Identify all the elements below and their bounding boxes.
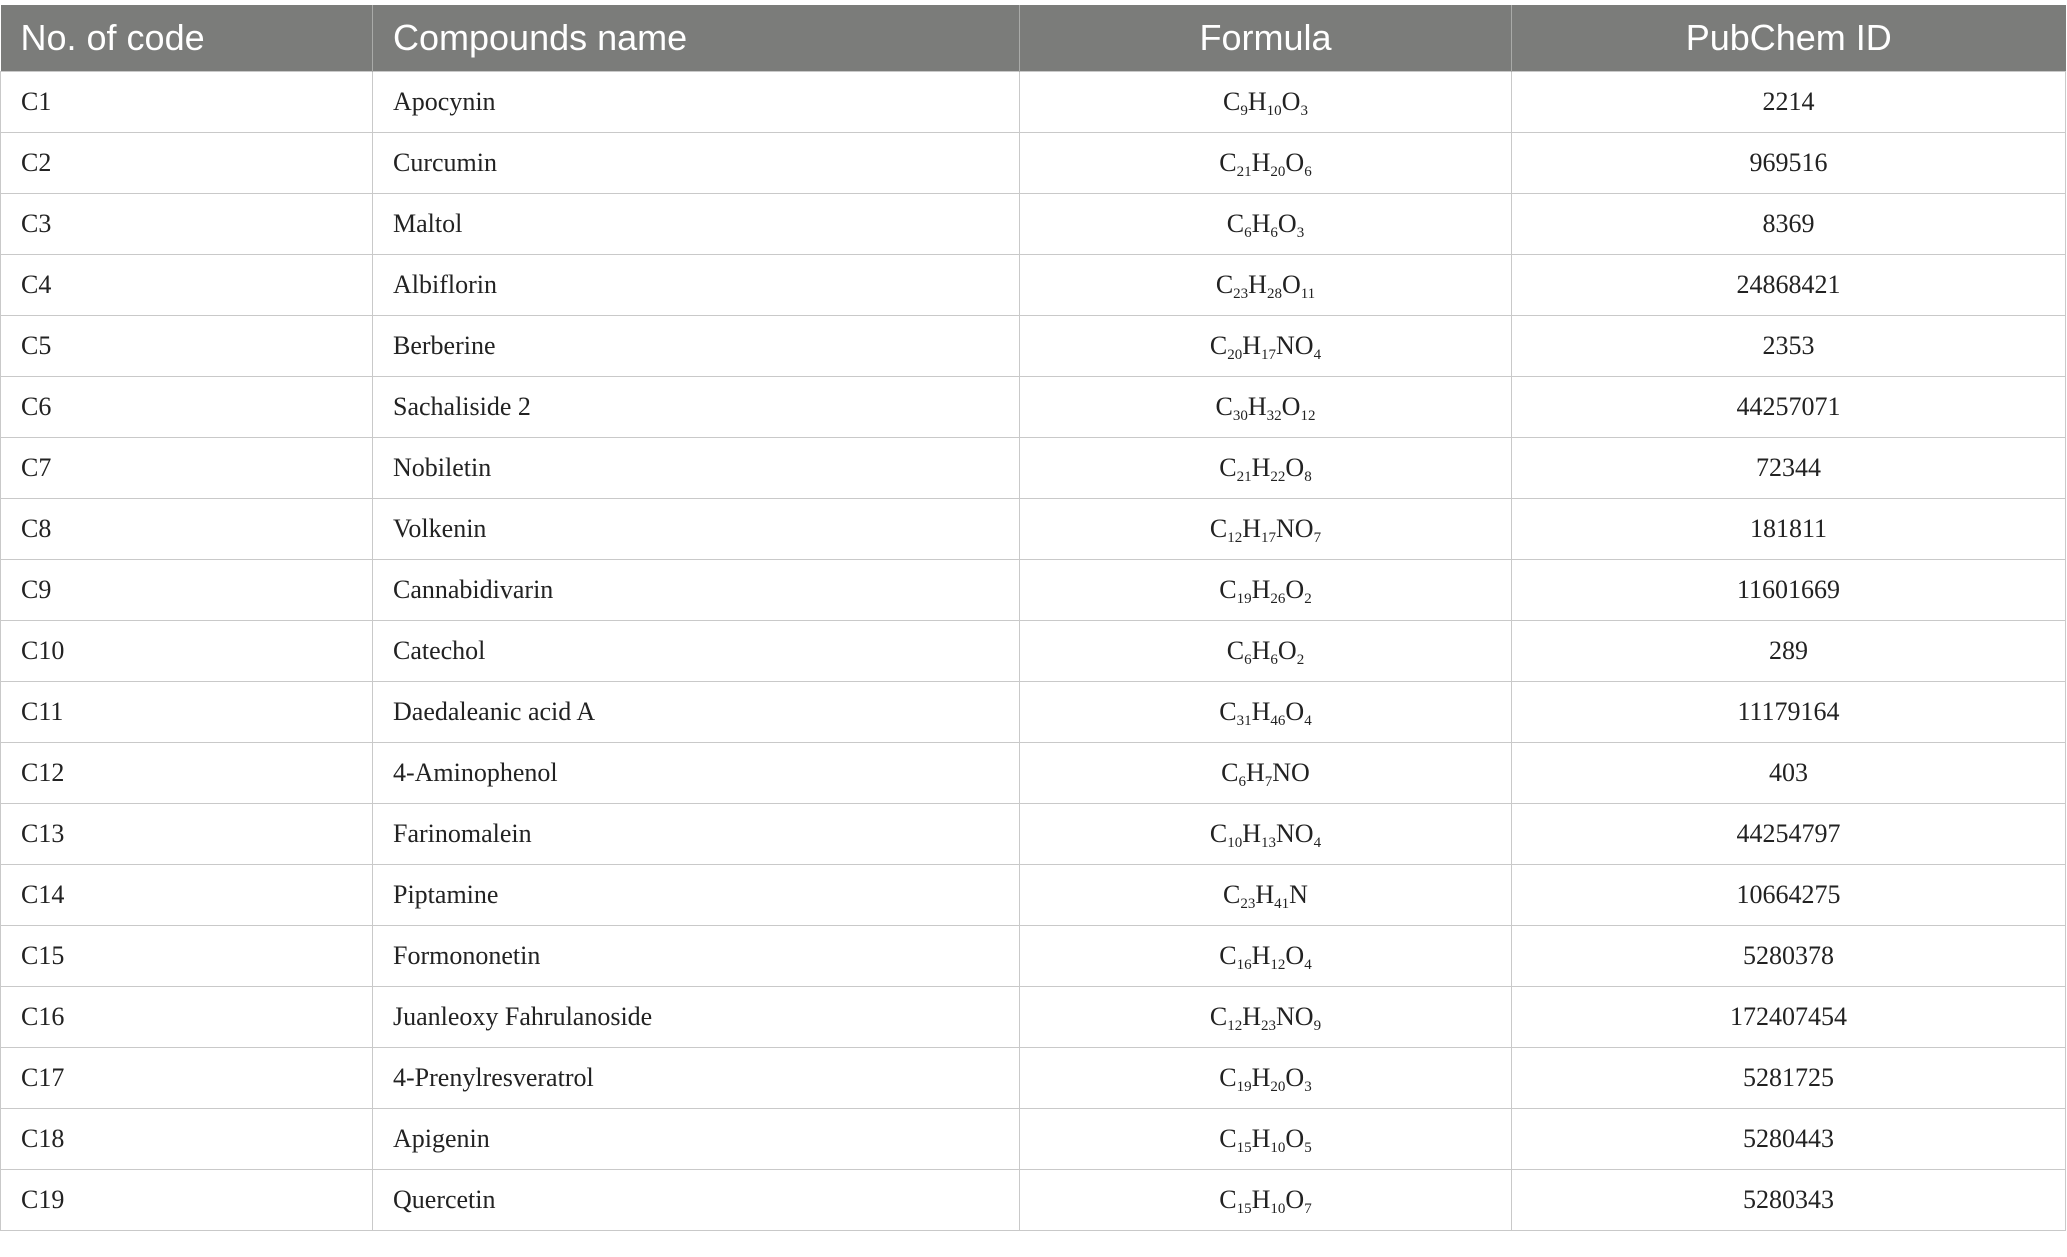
- cell-compound-name: Farinomalein: [373, 804, 1020, 865]
- cell-pubchem-id: 181811: [1512, 499, 2066, 560]
- formula-subscript: 7: [1304, 1201, 1312, 1217]
- formula-subscript: 31: [1236, 713, 1252, 729]
- cell-compound-name: Volkenin: [373, 499, 1020, 560]
- cell-formula: [1020, 133, 1512, 194]
- table-row: [1, 682, 2066, 743]
- formula-element: O: [1285, 453, 1305, 482]
- cell-formula: [1020, 682, 1512, 743]
- formula-subscript: 10: [1266, 103, 1282, 119]
- formula-subscript: 26: [1270, 591, 1286, 607]
- cell-formula: [1020, 1109, 1512, 1170]
- cell-code: C14: [1, 865, 373, 926]
- cell-formula: [1020, 316, 1512, 377]
- formula-subscript: 30: [1232, 408, 1248, 424]
- cell-formula: [1020, 743, 1512, 804]
- formula-subscript: 12: [1270, 957, 1286, 973]
- formula-element: C: [1219, 697, 1237, 726]
- table-row: [1, 743, 2066, 804]
- formula-element: H: [1251, 148, 1271, 177]
- formula-element: C: [1219, 1063, 1237, 1092]
- formula-element: H: [1251, 1185, 1271, 1214]
- formula-element: C: [1219, 941, 1237, 970]
- formula-subscript: 20: [1270, 1079, 1286, 1095]
- formula-subscript: 6: [1244, 652, 1252, 668]
- cell-pubchem-id: 24868421: [1512, 255, 2066, 316]
- formula-element: O: [1277, 209, 1297, 238]
- table-body: [1, 72, 2066, 1231]
- table-row: [1, 926, 2066, 987]
- cell-code: C13: [1, 804, 373, 865]
- cell-pubchem-id: 2353: [1512, 316, 2066, 377]
- table-row: [1, 865, 2066, 926]
- formula-subscript: 3: [1300, 103, 1308, 119]
- formula-element: H: [1251, 636, 1271, 665]
- formula-subscript: 22: [1270, 469, 1286, 485]
- formula-subscript: 17: [1261, 530, 1277, 546]
- formula-element: C: [1215, 270, 1234, 299]
- formula-subscript: 7: [1313, 530, 1322, 546]
- formula-element: H: [1251, 1063, 1271, 1092]
- formula-element: NO: [1276, 819, 1314, 848]
- formula-element: C: [1223, 880, 1241, 909]
- cell-compound-name: Sachaliside 2: [373, 377, 1020, 438]
- table-row: [1, 316, 2066, 377]
- cell-pubchem-id: 969516: [1512, 133, 2066, 194]
- cell-pubchem-id: 11601669: [1512, 560, 2066, 621]
- cell-code: C19: [1, 1170, 373, 1231]
- cell-compound-name: Catechol: [373, 621, 1020, 682]
- formula-element: NO: [1272, 758, 1310, 787]
- formula-element: H: [1246, 758, 1265, 787]
- formula-subscript: 23: [1261, 1018, 1277, 1034]
- formula-element: O: [1285, 575, 1305, 604]
- formula-element: H: [1251, 697, 1271, 726]
- formula-element: H: [1251, 209, 1271, 238]
- formula-subscript: 6: [1238, 774, 1246, 790]
- compounds-table-container: [0, 5, 2067, 1231]
- table-row: [1, 987, 2066, 1048]
- formula-element: C: [1219, 575, 1237, 604]
- formula-element: C: [1219, 453, 1237, 482]
- cell-pubchem-id: 44257071: [1512, 377, 2066, 438]
- formula-subscript: 19: [1236, 591, 1252, 607]
- cell-compound-name: Quercetin: [373, 1170, 1020, 1231]
- cell-compound-name: Nobiletin: [373, 438, 1020, 499]
- cell-code: C3: [1, 194, 373, 255]
- formula-subscript: 12: [1227, 1018, 1243, 1034]
- formula-subscript: 32: [1266, 408, 1282, 424]
- formula-subscript: 46: [1270, 713, 1286, 729]
- formula-subscript: 5: [1304, 1140, 1312, 1156]
- formula-element: C: [1226, 209, 1245, 238]
- cell-code: C8: [1, 499, 373, 560]
- cell-compound-name: Curcumin: [373, 133, 1020, 194]
- formula-subscript: 2: [1304, 591, 1312, 607]
- header-code: No. of code: [1, 5, 373, 72]
- formula-subscript: 41: [1274, 896, 1290, 912]
- cell-code: C12: [1, 743, 373, 804]
- cell-compound-name: Piptamine: [373, 865, 1020, 926]
- formula-element: O: [1281, 392, 1301, 421]
- cell-pubchem-id: 5280343: [1512, 1170, 2066, 1231]
- table-row: [1, 438, 2066, 499]
- cell-compound-name: Cannabidivarin: [373, 560, 1020, 621]
- formula-element: H: [1251, 1124, 1271, 1153]
- cell-compound-name: Apocynin: [373, 72, 1020, 133]
- formula-subscript: 23: [1240, 896, 1256, 912]
- formula-subscript: 4: [1304, 957, 1312, 973]
- formula-subscript: 13: [1261, 835, 1277, 851]
- formula-element: H: [1251, 575, 1271, 604]
- formula-element: C: [1215, 392, 1233, 421]
- formula-subscript: 10: [1270, 1201, 1286, 1217]
- table-row: [1, 133, 2066, 194]
- formula-element: H: [1251, 453, 1271, 482]
- formula-subscript: 20: [1227, 347, 1243, 363]
- table-row: [1, 560, 2066, 621]
- formula-element: O: [1281, 270, 1301, 299]
- formula-element: C: [1209, 331, 1228, 360]
- formula-element: C: [1219, 1185, 1237, 1214]
- formula-element: C: [1219, 1124, 1237, 1153]
- formula-subscript: 4: [1313, 835, 1322, 851]
- formula-element: H: [1251, 941, 1271, 970]
- formula-element: H: [1242, 514, 1262, 543]
- table-row: [1, 1048, 2066, 1109]
- formula-subscript: 9: [1313, 1018, 1322, 1034]
- formula-element: C: [1223, 87, 1241, 116]
- cell-code: C10: [1, 621, 373, 682]
- cell-formula: [1020, 1048, 1512, 1109]
- cell-compound-name: Juanleoxy Fahrulanoside: [373, 987, 1020, 1048]
- cell-compound-name: Albiflorin: [373, 255, 1020, 316]
- formula-subscript: 19: [1236, 1079, 1252, 1095]
- table-row: [1, 499, 2066, 560]
- formula-element: H: [1247, 87, 1267, 116]
- table-row: [1, 72, 2066, 133]
- table-row: [1, 1170, 2066, 1231]
- cell-pubchem-id: 289: [1512, 621, 2066, 682]
- cell-formula: [1020, 1170, 1512, 1231]
- cell-code: C17: [1, 1048, 373, 1109]
- formula-subscript: 6: [1244, 225, 1252, 241]
- cell-code: C15: [1, 926, 373, 987]
- formula-subscript: 12: [1300, 408, 1316, 424]
- formula-subscript: 23: [1233, 286, 1249, 302]
- cell-formula: [1020, 560, 1512, 621]
- formula-subscript: 21: [1236, 164, 1252, 180]
- cell-compound-name: 4-Prenylresveratrol: [373, 1048, 1020, 1109]
- cell-pubchem-id: 11179164: [1512, 682, 2066, 743]
- header-formula: Formula: [1020, 5, 1512, 72]
- cell-formula: [1020, 499, 1512, 560]
- formula-element: O: [1285, 148, 1305, 177]
- formula-subscript: 10: [1270, 1140, 1286, 1156]
- cell-formula: [1020, 194, 1512, 255]
- cell-formula: [1020, 926, 1512, 987]
- cell-code: C2: [1, 133, 373, 194]
- formula-element: O: [1285, 1124, 1305, 1153]
- formula-subscript: 17: [1261, 347, 1277, 363]
- formula-element: C: [1226, 636, 1245, 665]
- formula-subscript: 4: [1313, 347, 1322, 363]
- formula-subscript: 8: [1304, 469, 1312, 485]
- cell-code: C18: [1, 1109, 373, 1170]
- cell-compound-name: Daedaleanic acid A: [373, 682, 1020, 743]
- cell-formula: [1020, 255, 1512, 316]
- table-header: [1, 5, 2066, 72]
- cell-pubchem-id: 2214: [1512, 72, 2066, 133]
- formula-element: NO: [1276, 1002, 1314, 1031]
- formula-subscript: 7: [1264, 774, 1273, 790]
- formula-subscript: 16: [1236, 957, 1252, 973]
- cell-pubchem-id: 44254797: [1512, 804, 2066, 865]
- cell-pubchem-id: 5281725: [1512, 1048, 2066, 1109]
- cell-formula: [1020, 621, 1512, 682]
- formula-element: NO: [1276, 331, 1314, 360]
- cell-formula: [1020, 987, 1512, 1048]
- table-row: [1, 804, 2066, 865]
- formula-subscript: 12: [1227, 530, 1243, 546]
- formula-subscript: 3: [1304, 1079, 1312, 1095]
- cell-pubchem-id: 72344: [1512, 438, 2066, 499]
- formula-element: C: [1209, 819, 1228, 848]
- cell-pubchem-id: 5280378: [1512, 926, 2066, 987]
- cell-code: C6: [1, 377, 373, 438]
- formula-subscript: 4: [1304, 713, 1312, 729]
- formula-subscript: 6: [1304, 164, 1312, 180]
- formula-element: O: [1285, 697, 1305, 726]
- cell-compound-name: Maltol: [373, 194, 1020, 255]
- formula-subscript: 9: [1240, 103, 1248, 119]
- formula-element: H: [1255, 880, 1275, 909]
- formula-subscript: 15: [1236, 1201, 1252, 1217]
- cell-formula: [1020, 865, 1512, 926]
- formula-element: H: [1242, 1002, 1262, 1031]
- cell-compound-name: Apigenin: [373, 1109, 1020, 1170]
- cell-formula: [1020, 438, 1512, 499]
- formula-element: C: [1221, 758, 1239, 787]
- table-row: [1, 255, 2066, 316]
- cell-pubchem-id: 8369: [1512, 194, 2066, 255]
- table-row: [1, 377, 2066, 438]
- cell-compound-name: Formononetin: [373, 926, 1020, 987]
- cell-pubchem-id: 403: [1512, 743, 2066, 804]
- formula-element: H: [1242, 331, 1262, 360]
- header-row: [1, 5, 2066, 72]
- formula-element: O: [1285, 1063, 1305, 1092]
- formula-element: C: [1219, 148, 1237, 177]
- header-compound-name: Compounds name: [373, 5, 1020, 72]
- cell-pubchem-id: 10664275: [1512, 865, 2066, 926]
- formula-element: H: [1242, 819, 1262, 848]
- formula-subscript: 10: [1227, 835, 1243, 851]
- cell-pubchem-id: 5280443: [1512, 1109, 2066, 1170]
- table-row: [1, 621, 2066, 682]
- formula-subscript: 15: [1236, 1140, 1252, 1156]
- formula-element: O: [1285, 1185, 1305, 1214]
- header-pubchem-id: PubChem ID: [1512, 5, 2066, 72]
- table-row: [1, 1109, 2066, 1170]
- cell-compound-name: 4-Aminophenol: [373, 743, 1020, 804]
- cell-formula: [1020, 377, 1512, 438]
- formula-element: O: [1285, 941, 1305, 970]
- cell-code: C9: [1, 560, 373, 621]
- formula-subscript: 21: [1236, 469, 1252, 485]
- formula-element: H: [1248, 270, 1267, 299]
- cell-code: C11: [1, 682, 373, 743]
- cell-code: C16: [1, 987, 373, 1048]
- cell-formula: [1020, 72, 1512, 133]
- formula-subscript: 28: [1266, 286, 1282, 302]
- formula-subscript: 20: [1270, 164, 1286, 180]
- formula-element: O: [1277, 636, 1297, 665]
- cell-code: C7: [1, 438, 373, 499]
- formula-element: H: [1247, 392, 1267, 421]
- formula-subscript: 3: [1296, 225, 1305, 241]
- cell-pubchem-id: 172407454: [1512, 987, 2066, 1048]
- cell-compound-name: Berberine: [373, 316, 1020, 377]
- cell-code: C4: [1, 255, 373, 316]
- compounds-table: [0, 5, 2066, 1231]
- formula-element: N: [1289, 880, 1308, 909]
- formula-element: C: [1209, 514, 1228, 543]
- formula-subscript: 6: [1270, 225, 1278, 241]
- cell-formula: [1020, 804, 1512, 865]
- cell-code: C1: [1, 72, 373, 133]
- cell-code: C5: [1, 316, 373, 377]
- formula-element: O: [1281, 87, 1301, 116]
- formula-element: C: [1209, 1002, 1228, 1031]
- formula-subscript: 6: [1270, 652, 1278, 668]
- formula-subscript: 11: [1300, 286, 1316, 302]
- table-row: [1, 194, 2066, 255]
- formula-element: NO: [1276, 514, 1314, 543]
- formula-subscript: 2: [1296, 652, 1305, 668]
